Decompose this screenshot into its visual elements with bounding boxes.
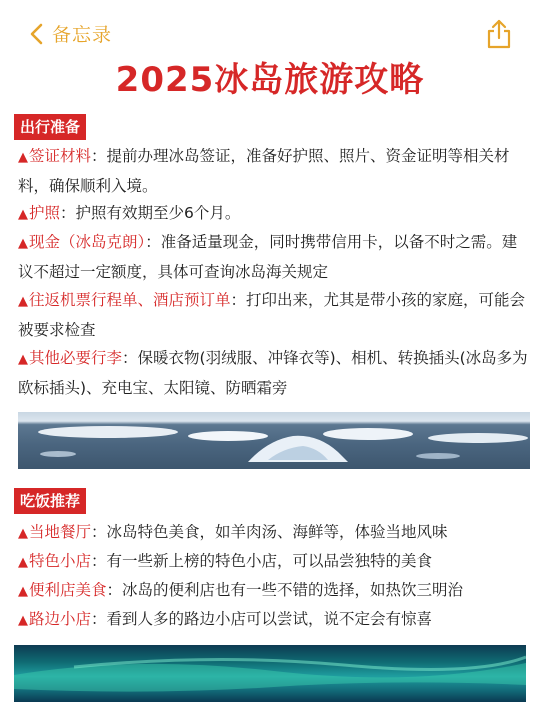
list-item xyxy=(18,286,528,345)
item-key: 其他必要行李 xyxy=(29,349,123,367)
item-key: 特色小店 xyxy=(29,552,92,570)
list-item xyxy=(18,228,528,287)
item-text: ：护照有效期至少6个月。 xyxy=(60,204,241,222)
list-item xyxy=(18,518,528,548)
triangle-marker-icon: ▲ xyxy=(18,150,28,165)
list-item xyxy=(18,576,528,606)
list-item xyxy=(18,547,528,577)
triangle-marker-icon: ▲ xyxy=(18,207,28,222)
chevron-left-icon xyxy=(28,22,46,46)
item-text: ：打印出来，尤其是带小孩的家庭，可能会被要求检查 xyxy=(18,291,526,339)
triangle-marker-icon: ▲ xyxy=(18,584,28,599)
item-key: 当地餐厅 xyxy=(29,523,92,541)
list-item xyxy=(18,199,528,229)
page-title: 2025冰岛旅游攻略 xyxy=(115,60,425,100)
item-text: ：冰岛特色美食，如羊肉汤、海鲜等，体验当地风味 xyxy=(91,523,448,541)
triangle-marker-icon: ▲ xyxy=(18,352,28,367)
list-item xyxy=(18,344,528,403)
item-text: ：提前办理冰岛签证，准备好护照、照片、资金证明等相关材料，确保顺利入境。 xyxy=(18,147,510,195)
section-tag-dining: 吃饭推荐 xyxy=(14,488,86,514)
top-bar xyxy=(0,0,540,60)
item-key: 路边小店 xyxy=(29,610,92,628)
item-text: ：冰岛的便利店也有一些不错的选择，如热饮三明治 xyxy=(106,581,464,599)
iceberg-photo xyxy=(18,412,530,469)
aurora-photo xyxy=(14,645,526,702)
triangle-marker-icon: ▲ xyxy=(18,613,28,628)
back-button[interactable] xyxy=(28,20,112,47)
item-key: 现金（冰岛克朗） xyxy=(29,233,146,251)
item-key: 便利店美食 xyxy=(29,581,107,599)
item-text: ：保暖衣物(羽绒服、冲锋衣等)、相机、转换插头(冰岛多为欧标插头)、充电宝、太阳镜、防晒霜旁 xyxy=(18,349,528,397)
item-text: ：准备适量现金，同时携带信用卡，以备不时之需。建议不超过一定额度，具体可查询冰岛海关规定 xyxy=(18,233,518,281)
triangle-marker-icon: ▲ xyxy=(18,526,28,541)
triangle-marker-icon: ▲ xyxy=(18,294,28,309)
list-item xyxy=(18,605,528,635)
item-key: 签证材料 xyxy=(29,147,92,165)
triangle-marker-icon: ▲ xyxy=(18,555,28,570)
back-label: 备忘录 xyxy=(52,24,113,46)
list-item xyxy=(18,142,528,201)
item-text: ：看到人多的路边小店可以尝试，说不定会有惊喜 xyxy=(91,610,433,628)
share-icon[interactable] xyxy=(484,18,514,50)
triangle-marker-icon: ▲ xyxy=(18,236,28,251)
item-text: ：有一些新上榜的特色小店，可以品尝独特的美食 xyxy=(91,552,433,570)
section-tag-preparation: 出行准备 xyxy=(14,114,86,140)
item-key: 护照 xyxy=(29,204,61,222)
item-key: 往返机票行程单、酒店预订单 xyxy=(29,291,231,309)
